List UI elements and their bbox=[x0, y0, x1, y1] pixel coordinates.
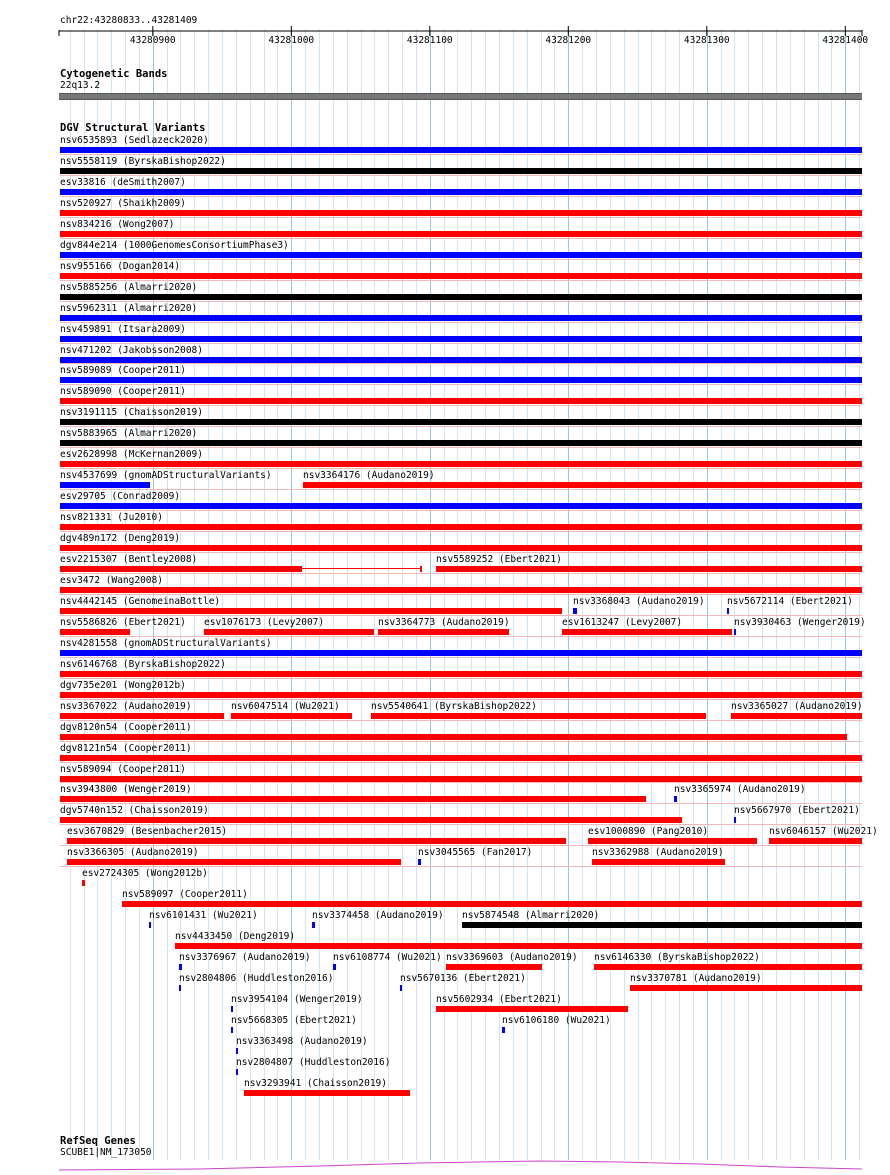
variant-label: nsv3364176 (Audano2019) bbox=[303, 470, 435, 481]
row-separator bbox=[60, 720, 862, 721]
variant-bar-nsv5874548[interactable] bbox=[462, 922, 862, 928]
variant-label: nsv3362988 (Audano2019) bbox=[592, 847, 724, 858]
variant-label: nsv5667970 (Ebert2021) bbox=[734, 805, 860, 816]
variant-label: nsv6146330 (ByrskaBishop2022) bbox=[594, 952, 760, 963]
variant-bar-nsv589090[interactable] bbox=[60, 398, 862, 404]
variant-label: dgv5740n152 (Chaisson2019) bbox=[60, 805, 209, 816]
variant-bar-esv33816[interactable] bbox=[60, 189, 862, 195]
variant-bar-nsv471202[interactable] bbox=[60, 357, 862, 363]
variant-label: nsv3365027 (Audano2019) bbox=[731, 701, 863, 712]
variant-label: esv2215307 (Bentley2008) bbox=[60, 554, 198, 565]
variant-bar-esv1613247[interactable] bbox=[562, 629, 732, 635]
variant-bar-dgv489n172[interactable] bbox=[60, 545, 862, 551]
row-separator bbox=[60, 363, 862, 364]
variant-bar-nsv589097[interactable] bbox=[122, 901, 862, 907]
variant-bar-nsv5962311[interactable] bbox=[60, 315, 862, 321]
variant-label: nsv471202 (Jakobsson2008) bbox=[60, 345, 203, 356]
row-separator bbox=[60, 762, 862, 763]
variant-bar-dgv735e201[interactable] bbox=[60, 692, 862, 698]
variant-label: nsv5540641 (ByrskaBishop2022) bbox=[371, 701, 537, 712]
row-separator bbox=[60, 741, 862, 742]
row-separator bbox=[60, 782, 862, 783]
variant-bar-nsv3363498[interactable] bbox=[236, 1048, 238, 1054]
cytobands-title: Cytogenetic Bands bbox=[60, 68, 168, 80]
variant-label: nsv589094 (Cooper2011) bbox=[60, 764, 186, 775]
cytoband-label: 22q13.2 bbox=[60, 80, 101, 91]
variant-bar-nsv6106180[interactable] bbox=[502, 1027, 505, 1033]
row-separator bbox=[60, 699, 862, 700]
variant-label: nsv4442145 (GenomeinaBottle) bbox=[60, 596, 221, 607]
variant-label: nsv4433450 (Deng2019) bbox=[175, 931, 296, 942]
variant-bar-esv2628998[interactable] bbox=[60, 461, 862, 467]
variant-bar-nsv821331[interactable] bbox=[60, 524, 862, 530]
variant-bar-nsv3364176[interactable] bbox=[303, 482, 862, 488]
variant-label: esv2628998 (McKernan2009) bbox=[60, 449, 203, 460]
variant-label: nsv5672114 (Ebert2021) bbox=[727, 596, 853, 607]
variant-gap-line bbox=[302, 568, 420, 569]
variant-label: nsv459891 (Itsara2009) bbox=[60, 324, 186, 335]
variant-label: nsv3191115 (Chaisson2019) bbox=[60, 407, 203, 418]
variant-bar-nsv4537699[interactable] bbox=[60, 482, 150, 488]
variant-label: nsv589097 (Cooper2011) bbox=[122, 889, 248, 900]
variant-bar-nsv4433450[interactable] bbox=[175, 943, 862, 949]
variant-label: nsv821331 (Ju2010) bbox=[60, 512, 163, 523]
variant-bar-nsv3369603[interactable] bbox=[446, 964, 542, 970]
variant-label: nsv6535893 (Sedlazeck2020) bbox=[60, 135, 209, 146]
variant-bar-nsv3368043[interactable] bbox=[573, 608, 577, 614]
row-separator bbox=[60, 301, 862, 302]
variant-bar-nsv3954104[interactable] bbox=[231, 1006, 233, 1012]
variant-label: nsv3363498 (Audano2019) bbox=[236, 1036, 368, 1047]
variant-bar-nsv2804807[interactable] bbox=[236, 1069, 238, 1075]
variant-bar-esv3670829[interactable] bbox=[67, 838, 566, 844]
variant-bar-nsv5540641[interactable] bbox=[371, 713, 706, 719]
row-separator bbox=[60, 405, 862, 406]
variant-bar-nsv5558119[interactable] bbox=[60, 168, 862, 174]
variant-bar-esv1000890[interactable] bbox=[588, 838, 757, 844]
variant-label: nsv6046157 (Wu2021) bbox=[769, 826, 878, 837]
variant-bar-nsv834216[interactable] bbox=[60, 231, 862, 237]
variant-label: esv1000890 (Pang2010) bbox=[588, 826, 709, 837]
variant-label: nsv5602934 (Ebert2021) bbox=[436, 994, 562, 1005]
variant-label: nsv2804806 (Huddleston2016) bbox=[179, 973, 334, 984]
variant-label: nsv589089 (Cooper2011) bbox=[60, 365, 186, 376]
variant-label: nsv3370781 (Audano2019) bbox=[630, 973, 762, 984]
ruler-tick-label: 43281300 bbox=[683, 35, 730, 46]
variant-label: nsv6101431 (Wu2021) bbox=[149, 910, 258, 921]
variant-label: esv1613247 (Levy2007) bbox=[562, 617, 683, 628]
variant-label: dgv8121n54 (Cooper2011) bbox=[60, 743, 192, 754]
variant-label: nsv4537699 (gnomADStructuralVariants) bbox=[60, 470, 272, 481]
variant-bar-nsv3045565[interactable] bbox=[418, 859, 421, 865]
variant-label: nsv5670136 (Ebert2021) bbox=[400, 973, 526, 984]
variant-bar-nsv3943800[interactable] bbox=[60, 796, 646, 802]
variant-label: nsv5668305 (Ebert2021) bbox=[231, 1015, 357, 1026]
row-separator bbox=[60, 824, 862, 825]
ruler-tick-label: 43281400 bbox=[822, 35, 869, 46]
variant-label: nsv5885256 (Almarri2020) bbox=[60, 282, 198, 293]
variant-bar-nsv2804806[interactable] bbox=[179, 985, 181, 991]
row-separator bbox=[60, 426, 862, 427]
variant-bar-nsv3930463[interactable] bbox=[734, 629, 736, 635]
variant-label: nsv5589252 (Ebert2021) bbox=[436, 554, 562, 565]
row-separator bbox=[60, 866, 862, 867]
row-separator bbox=[60, 154, 862, 155]
variant-bar-nsv6101431[interactable] bbox=[149, 922, 151, 928]
row-separator bbox=[60, 447, 862, 448]
variant-bar-nsv6146330[interactable] bbox=[594, 964, 862, 970]
variant-label: dgv489n172 (Deng2019) bbox=[60, 533, 181, 544]
row-separator bbox=[60, 343, 862, 344]
gene-structure-line bbox=[59, 1161, 862, 1170]
variant-label: dgv844e214 (1000GenomesConsortiumPhase3) bbox=[60, 240, 289, 251]
variant-label: esv3670829 (Besenbacher2015) bbox=[67, 826, 228, 837]
row-separator bbox=[60, 196, 862, 197]
ruler-tick-label: 43280900 bbox=[129, 35, 176, 46]
variant-label: nsv955166 (Dogan2014) bbox=[60, 261, 181, 272]
variant-label: nsv3943800 (Wenger2019) bbox=[60, 784, 192, 795]
variant-bar-nsv3293941[interactable] bbox=[244, 1090, 410, 1096]
variant-bar-nsv5589252[interactable] bbox=[436, 566, 862, 572]
row-separator bbox=[60, 531, 862, 532]
variant-label: nsv2804807 (Huddleston2016) bbox=[236, 1057, 391, 1068]
row-separator bbox=[60, 678, 862, 679]
variant-label: nsv3293941 (Chaisson2019) bbox=[244, 1078, 387, 1089]
variant-label: nsv3930463 (Wenger2019) bbox=[734, 617, 866, 628]
row-separator bbox=[60, 657, 862, 658]
variant-label: nsv3366305 (Audano2019) bbox=[67, 847, 199, 858]
variant-bar-nsv5670136[interactable] bbox=[400, 985, 402, 991]
variant-label: nsv3374458 (Audano2019) bbox=[312, 910, 444, 921]
variant-bar-nsv3362988[interactable] bbox=[592, 859, 725, 865]
variant-label: nsv4281558 (gnomADStructuralVariants) bbox=[60, 638, 272, 649]
variant-label: nsv3954104 (Wenger2019) bbox=[231, 994, 363, 1005]
variant-label: nsv6108774 (Wu2021) bbox=[333, 952, 442, 963]
variant-bar-esv2215307[interactable] bbox=[60, 566, 302, 572]
variant-label: esv33816 (deSmith2007) bbox=[60, 177, 186, 188]
variant-bar-nsv4442145[interactable] bbox=[60, 608, 562, 614]
row-separator bbox=[60, 594, 862, 595]
row-separator bbox=[60, 573, 862, 574]
ruler-tick-label: 43281000 bbox=[268, 35, 315, 46]
variant-bar-nsv3191115[interactable] bbox=[60, 419, 862, 425]
variant-bar-nsv589094[interactable] bbox=[60, 776, 862, 782]
variant-bar-nsv5672114[interactable] bbox=[727, 608, 729, 614]
variant-label: esv1076173 (Levy2007) bbox=[204, 617, 325, 628]
variant-label: nsv6106180 (Wu2021) bbox=[502, 1015, 611, 1026]
row-separator bbox=[60, 552, 862, 553]
variant-label: nsv834216 (Wong2007) bbox=[60, 219, 175, 230]
variant-label: nsv3369603 (Audano2019) bbox=[446, 952, 578, 963]
variant-label: nsv3365974 (Audano2019) bbox=[674, 784, 806, 795]
variant-label: nsv3364773 (Audano2019) bbox=[378, 617, 510, 628]
variant-bar-nsv955166[interactable] bbox=[60, 273, 862, 279]
variant-bar-nsv6047514[interactable] bbox=[231, 713, 352, 719]
variant-label: nsv5883965 (Almarri2020) bbox=[60, 428, 198, 439]
ruler-tick-label: 43281100 bbox=[406, 35, 453, 46]
row-separator bbox=[60, 489, 862, 490]
variant-label: esv29705 (Conrad2009) bbox=[60, 491, 181, 502]
variant-label: nsv3045565 (Fan2017) bbox=[418, 847, 533, 858]
variant-label: nsv3368043 (Audano2019) bbox=[573, 596, 705, 607]
refseq-track-title: RefSeq Genes bbox=[60, 1135, 136, 1147]
row-separator bbox=[60, 384, 862, 385]
cytoband-bar[interactable] bbox=[59, 93, 862, 100]
variant-bar-nsv3365974[interactable] bbox=[674, 796, 677, 802]
variant-bar-nsv3365027[interactable] bbox=[731, 713, 862, 719]
variant-label: dgv8120n54 (Cooper2011) bbox=[60, 722, 192, 733]
variant-bar-esv1076173[interactable] bbox=[204, 629, 374, 635]
variant-label: nsv5586826 (Ebert2021) bbox=[60, 617, 186, 628]
variant-bar-nsv6146768[interactable] bbox=[60, 671, 862, 677]
variant-bar-nsv4281558[interactable] bbox=[60, 650, 862, 656]
refseq-gene-line[interactable] bbox=[0, 1155, 890, 1175]
variant-bar-esv3472[interactable] bbox=[60, 587, 862, 593]
variant-bar-nsv5668305[interactable] bbox=[231, 1027, 233, 1033]
variant-bar-nsv5667970[interactable] bbox=[734, 817, 736, 823]
variant-label: esv2724305 (Wong2012b) bbox=[82, 868, 208, 879]
variant-bar-nsv459891[interactable] bbox=[60, 336, 862, 342]
row-separator bbox=[60, 845, 862, 846]
variant-label: dgv735e201 (Wong2012b) bbox=[60, 680, 186, 691]
variant-bar-nsv3367022[interactable] bbox=[60, 713, 224, 719]
row-separator bbox=[60, 803, 862, 804]
variant-bar-nsv3364773[interactable] bbox=[378, 629, 509, 635]
variant-label: nsv520927 (Shaikh2009) bbox=[60, 198, 186, 209]
variant-bar-nsv3366305[interactable] bbox=[67, 859, 401, 865]
variant-bar-esv2724305[interactable] bbox=[82, 880, 85, 886]
variant-bar-esv29705[interactable] bbox=[60, 503, 862, 509]
variant-bar-dgv8121n54[interactable] bbox=[60, 755, 862, 761]
variant-bar-nsv5602934[interactable] bbox=[436, 1006, 628, 1012]
variant-bar-dgv844e214[interactable] bbox=[60, 252, 862, 258]
variant-label: nsv5874548 (Almarri2020) bbox=[462, 910, 600, 921]
variant-bar-nsv520927[interactable] bbox=[60, 210, 862, 216]
refseq-gene-label: SCUBE1|NM_173050 bbox=[60, 1147, 152, 1158]
variant-bar-nsv3370781[interactable] bbox=[630, 985, 862, 991]
dgv-track-title: DGV Structural Variants bbox=[60, 122, 206, 134]
row-separator bbox=[60, 259, 862, 260]
location-readout: chr22:43280833..43281409 bbox=[60, 15, 198, 26]
variant-bar-nsv5586826[interactable] bbox=[60, 629, 130, 635]
ruler-tick-label: 43281200 bbox=[545, 35, 592, 46]
variant-bar-nsv6046157[interactable] bbox=[769, 838, 862, 844]
row-separator bbox=[60, 280, 862, 281]
variant-label: nsv6047514 (Wu2021) bbox=[231, 701, 340, 712]
variant-bar-nsv6535893[interactable] bbox=[60, 147, 862, 153]
variant-label: esv3472 (Wang2008) bbox=[60, 575, 163, 586]
variant-gap-end bbox=[420, 566, 422, 572]
row-separator bbox=[60, 238, 862, 239]
variant-bar-nsv5885256[interactable] bbox=[60, 294, 862, 300]
variant-bar-nsv589089[interactable] bbox=[60, 377, 862, 383]
variant-label: nsv5962311 (Almarri2020) bbox=[60, 303, 198, 314]
row-separator bbox=[60, 636, 862, 637]
row-separator bbox=[60, 322, 862, 323]
variant-label: nsv5558119 (ByrskaBishop2022) bbox=[60, 156, 226, 167]
variant-bar-nsv3374458[interactable] bbox=[312, 922, 315, 928]
row-separator bbox=[60, 217, 862, 218]
variant-bar-nsv6108774[interactable] bbox=[333, 964, 336, 970]
row-separator bbox=[60, 468, 862, 469]
variant-label: nsv6146768 (ByrskaBishop2022) bbox=[60, 659, 226, 670]
variant-bar-dgv5740n152[interactable] bbox=[60, 817, 682, 823]
row-separator bbox=[60, 615, 862, 616]
variant-bar-nsv5883965[interactable] bbox=[60, 440, 862, 446]
variant-label: nsv589090 (Cooper2011) bbox=[60, 386, 186, 397]
variant-label: nsv3376967 (Audano2019) bbox=[179, 952, 311, 963]
variant-bar-nsv3376967[interactable] bbox=[179, 964, 182, 970]
row-separator bbox=[60, 175, 862, 176]
row-separator bbox=[60, 510, 862, 511]
variant-bar-dgv8120n54[interactable] bbox=[60, 734, 847, 740]
variant-label: nsv3367022 (Audano2019) bbox=[60, 701, 192, 712]
